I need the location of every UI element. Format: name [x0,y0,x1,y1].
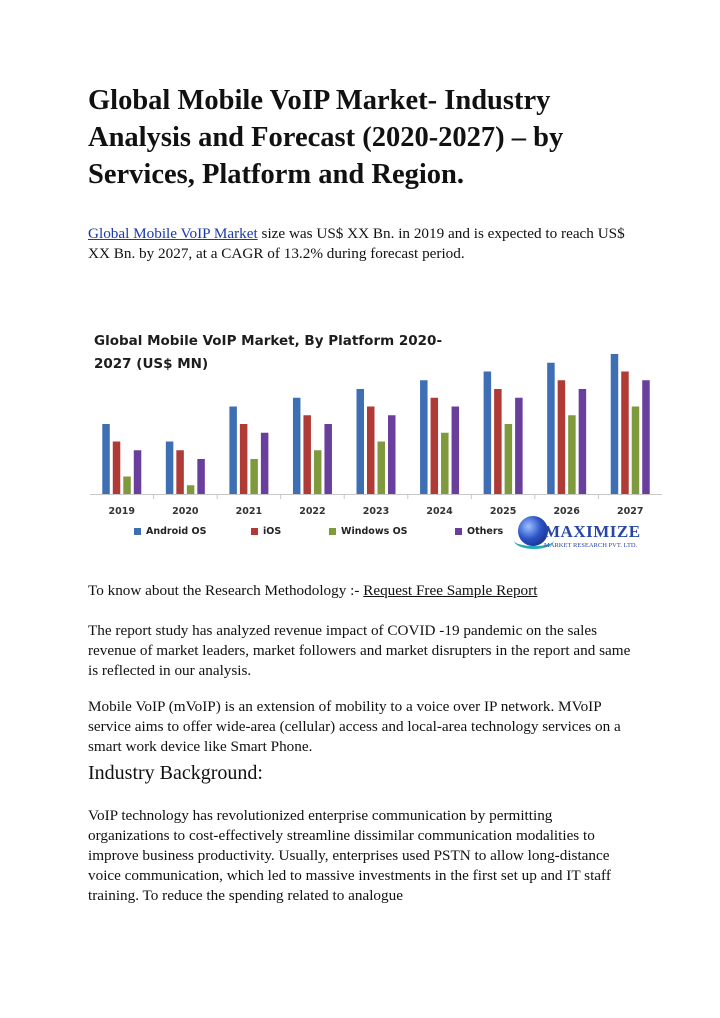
x-tick-label: 2023 [362,506,390,517]
x-tick-label: 2019 [108,506,136,517]
chart-title: Global Mobile VoIP Market, By Platform 2020- 2027 (US$ MN) [94,333,443,372]
x-tick-label: 2021 [235,506,263,517]
legend-label: Android OS [146,526,207,537]
x-tick-label: 2027 [616,506,644,517]
bar-ios-2022 [303,415,311,494]
legend-item-others [455,526,503,537]
bar-windows-os-2022 [314,450,322,494]
market-link[interactable]: Global Mobile VoIP Market [88,225,258,242]
legend-label: Windows OS [341,526,408,537]
methodology-text: To know about the Research Methodology :- [88,582,364,599]
bar-others-2019 [134,450,142,494]
bar-ios-2026 [558,380,566,494]
bar-ios-2023 [367,407,375,495]
bar-android-os-2027 [611,354,619,494]
bar-ios-2024 [431,398,439,494]
bar-ios-2021 [240,424,248,494]
x-tick-label: 2025 [489,506,517,517]
bar-others-2027 [642,380,650,494]
bar-windows-os-2021 [250,459,258,494]
bar-others-2020 [197,459,205,494]
legend-item-windows-os [329,526,407,537]
x-tick-label: 2020 [172,506,199,517]
legend-swatch [251,528,258,535]
background-paragraph: VoIP technology has revolutionized enterprise communication by permitting organizations to cost-effectively streamline dissimilar communication modalities to improve business productivity. Usually, enterprises used PSTN to allow long-distance voice communication, which led to massive investments in the first set up and IT staff training. To reduce the spending related to analogue [88,807,611,904]
bar-windows-os-2023 [378,442,386,495]
bar-others-2024 [452,407,460,495]
bar-ios-2020 [176,450,184,494]
bar-others-2022 [324,424,332,494]
bar-others-2026 [579,389,587,494]
bar-windows-os-2025 [505,424,512,494]
x-tick-label: 2022 [299,506,326,517]
logo-name: MAXIMIZE [544,522,641,541]
maximize-logo [518,514,641,558]
bar-windows-os-2024 [441,433,449,494]
x-tick-label: 2026 [553,506,580,517]
bar-android-os-2023 [357,389,365,494]
bar-android-os-2026 [547,363,555,494]
bar-android-os-2021 [229,407,237,495]
bar-android-os-2020 [166,442,174,495]
sample-report-link[interactable]: Request Free Sample Report [363,582,538,599]
bar-android-os-2022 [293,398,301,494]
bar-others-2023 [388,415,396,494]
legend-swatch [329,528,336,535]
intro-paragraph [88,224,636,264]
legend-swatch [455,528,462,535]
bar-others-2021 [261,433,269,494]
methodology-line [88,581,636,601]
chart-legend [88,526,508,546]
intro-text: size was US$ XX Bn. in 2019 and is expected to reach US$ XX Bn. by 2027, at a CAGR of 13.2% during forecast period. [88,225,625,262]
section-heading: Industry Background: [88,762,263,784]
bar-ios-2019 [113,442,121,495]
logo-subtitle: MARKET RESEARCH PVT. LTD. [544,542,638,549]
covid-paragraph: The report study has analyzed revenue impact of COVID -19 pandemic on the sales revenue of market leaders, market followers and market disrupters in the report and same is reflected in our analysis. [88,622,631,679]
bar-windows-os-2019 [123,477,130,495]
mvoip-paragraph: Mobile VoIP (mVoIP) is an extension of mobility to a voice over IP network. MVoIP service aims to offer wide-area (cellular) access and local-area technology services on a smart work device like Smart Phone. [88,698,621,755]
document-title: Global Mobile VoIP Market- Industry Analysis and Forecast (2020-2027) – by Services, Platform and Region. [88,85,564,190]
legend-swatch [134,528,141,535]
bar-windows-os-2027 [632,407,640,495]
legend-label: Others [467,526,504,537]
x-tick-label: 2024 [426,506,453,517]
bar-android-os-2024 [420,380,428,494]
legend-item-ios [251,526,281,537]
bar-windows-os-2020 [187,485,195,494]
bar-android-os-2019 [102,424,110,494]
legend-label: iOS [263,526,282,537]
legend-item-android-os [134,526,206,537]
bar-windows-os-2026 [568,415,576,494]
bar-android-os-2025 [484,372,492,495]
bar-others-2025 [515,398,523,494]
market-chart [88,318,668,563]
bar-ios-2025 [494,389,502,494]
bar-ios-2027 [621,372,629,495]
